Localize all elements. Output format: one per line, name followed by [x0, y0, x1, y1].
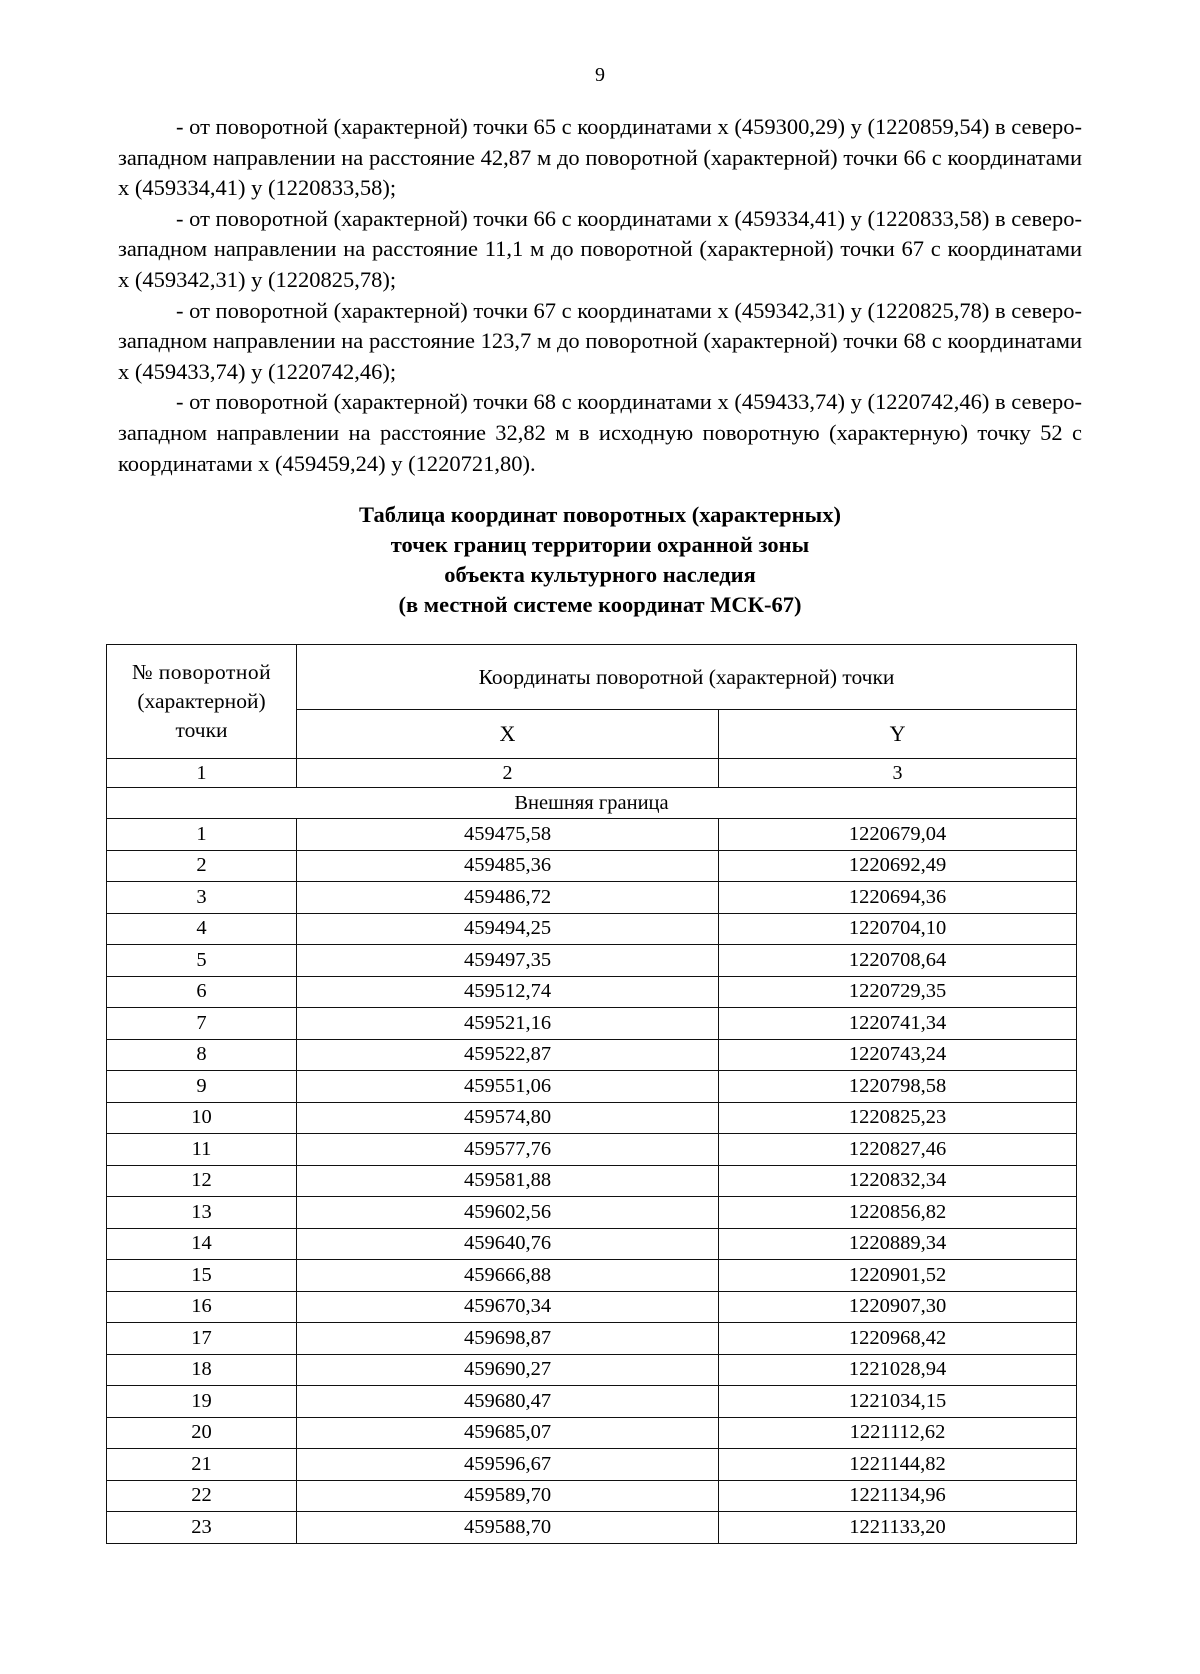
cell-x: 459551,06 [297, 1071, 719, 1103]
cell-point-number: 9 [107, 1071, 297, 1103]
cell-y: 1220692,49 [719, 850, 1077, 882]
cell-x: 459521,16 [297, 1008, 719, 1040]
column-number-2: 2 [297, 759, 719, 788]
cell-point-number: 1 [107, 819, 297, 851]
cell-point-number: 21 [107, 1449, 297, 1481]
cell-y: 1220741,34 [719, 1008, 1077, 1040]
cell-point-number: 8 [107, 1039, 297, 1071]
cell-x: 459497,35 [297, 945, 719, 977]
cell-y: 1221028,94 [719, 1354, 1077, 1386]
cell-point-number: 20 [107, 1417, 297, 1449]
paragraph: - от поворотной (характерной) точки 66 с координатами х (459334,41) у (1220833,58) в северо-западном направлении на расстояние 11,1 м до поворотной (характерной) точки 67 с координатами х (459342,31) у (1220825,78); [118, 205, 1082, 292]
table-head [107, 645, 1077, 788]
cell-point-number: 14 [107, 1228, 297, 1260]
table-row [107, 1039, 1077, 1071]
cell-y: 1221133,20 [719, 1512, 1077, 1544]
table-row [107, 976, 1077, 1008]
page-number: 9 [595, 64, 605, 86]
section-label: Внешняя граница [107, 788, 1077, 819]
cell-y: 1220704,10 [719, 913, 1077, 945]
cell-y: 1220825,23 [719, 1102, 1077, 1134]
cell-x: 459640,76 [297, 1228, 719, 1260]
table-row [107, 1228, 1077, 1260]
cell-y: 1220901,52 [719, 1260, 1077, 1292]
column-number-3: 3 [719, 759, 1077, 788]
cell-x: 459690,27 [297, 1354, 719, 1386]
cell-point-number: 23 [107, 1512, 297, 1544]
table-row [107, 913, 1077, 945]
table-row [107, 1417, 1077, 1449]
cell-x: 459670,34 [297, 1291, 719, 1323]
cell-x: 459512,74 [297, 976, 719, 1008]
cell-y: 1220856,82 [719, 1197, 1077, 1229]
cell-y: 1220889,34 [719, 1228, 1077, 1260]
table-header-row-main [107, 645, 1077, 710]
cell-y: 1220694,36 [719, 882, 1077, 914]
paragraph: - от поворотной (характерной) точки 67 с координатами х (459342,31) у (1220825,78) в северо-западном направлении на расстояние 123,7 м до поворотной (характерной) точки 68 с координатами х (459433,74) у (1220742,46); [118, 297, 1082, 384]
header-point-number [107, 645, 297, 759]
table-row [107, 1197, 1077, 1229]
cell-x: 459602,56 [297, 1197, 719, 1229]
cell-point-number: 19 [107, 1386, 297, 1418]
table-row [107, 1323, 1077, 1355]
cell-x: 459485,36 [297, 850, 719, 882]
table-row [107, 1102, 1077, 1134]
cell-x: 459574,80 [297, 1102, 719, 1134]
cell-y: 1220832,34 [719, 1165, 1077, 1197]
cell-point-number: 12 [107, 1165, 297, 1197]
cell-point-number: 16 [107, 1291, 297, 1323]
cell-x: 459588,70 [297, 1512, 719, 1544]
cell-x: 459698,87 [297, 1323, 719, 1355]
table-row [107, 1386, 1077, 1418]
coordinates-table [106, 644, 1077, 1544]
table-title-line-3: объекта культурного наследия [444, 562, 756, 587]
cell-point-number: 3 [107, 882, 297, 914]
header-coordinates: Координаты поворотной (характерной) точки [297, 645, 1077, 710]
cell-x: 459486,72 [297, 882, 719, 914]
table-row [107, 1165, 1077, 1197]
paragraph: - от поворотной (характерной) точки 65 с координатами х (459300,29) у (1220859,54) в северо-западном направлении на расстояние 42,87 м до поворотной (характерной) точки 66 с координатами х (459334,41) у (1220833,58); [118, 114, 1082, 201]
cell-point-number: 18 [107, 1354, 297, 1386]
cell-x: 459494,25 [297, 913, 719, 945]
cell-point-number: 11 [107, 1134, 297, 1166]
cell-point-number: 7 [107, 1008, 297, 1040]
table-row [107, 1008, 1077, 1040]
header-point-number-line-2: (характерной) [137, 689, 266, 713]
cell-x: 459685,07 [297, 1417, 719, 1449]
header-y: Y [719, 710, 1077, 759]
cell-y: 1221134,96 [719, 1480, 1077, 1512]
table-row [107, 882, 1077, 914]
table-row [107, 1134, 1077, 1166]
table-title [0, 500, 1200, 620]
cell-y: 1220798,58 [719, 1071, 1077, 1103]
table-title-line-2: точек границ территории охранной зоны [390, 532, 810, 557]
column-number-1: 1 [107, 759, 297, 788]
header-point-number-line-1: № поворотной [131, 660, 272, 684]
header-x: X [297, 710, 719, 759]
cell-x: 459577,76 [297, 1134, 719, 1166]
cell-x: 459666,88 [297, 1260, 719, 1292]
cell-y: 1220827,46 [719, 1134, 1077, 1166]
table-row [107, 850, 1077, 882]
cell-y: 1221034,15 [719, 1386, 1077, 1418]
cell-x: 459581,88 [297, 1165, 719, 1197]
table-row [107, 1071, 1077, 1103]
cell-point-number: 6 [107, 976, 297, 1008]
paragraph: - от поворотной (характерной) точки 68 с координатами х (459433,74) у (1220742,46) в северо-западном направлении на расстояние 32,82 м в исходную поворотную (характерную) точку 52 с координатами х (459459,24) у (1220721,80). [118, 389, 1082, 476]
cell-x: 459589,70 [297, 1480, 719, 1512]
table-row [107, 1260, 1077, 1292]
body-text-block [118, 112, 1082, 479]
table-row [107, 1449, 1077, 1481]
cell-y: 1221144,82 [719, 1449, 1077, 1481]
cell-point-number: 5 [107, 945, 297, 977]
table-row [107, 819, 1077, 851]
table-title-line-1: Таблица координат поворотных (характерных) [359, 502, 841, 527]
cell-point-number: 4 [107, 913, 297, 945]
cell-y: 1220679,04 [719, 819, 1077, 851]
cell-point-number: 2 [107, 850, 297, 882]
cell-y: 1220708,64 [719, 945, 1077, 977]
table-row [107, 1291, 1077, 1323]
cell-x: 459522,87 [297, 1039, 719, 1071]
table-column-number-row [107, 759, 1077, 788]
cell-point-number: 22 [107, 1480, 297, 1512]
cell-y: 1220907,30 [719, 1291, 1077, 1323]
table-row [107, 1512, 1077, 1544]
cell-point-number: 17 [107, 1323, 297, 1355]
cell-x: 459596,67 [297, 1449, 719, 1481]
table-section-row [107, 788, 1077, 819]
table-row [107, 945, 1077, 977]
cell-y: 1220729,35 [719, 976, 1077, 1008]
cell-x: 459475,58 [297, 819, 719, 851]
table-body [107, 788, 1077, 1544]
cell-x: 459680,47 [297, 1386, 719, 1418]
cell-point-number: 13 [107, 1197, 297, 1229]
table-title-line-4: (в местной системе координат МСК-67) [398, 592, 802, 617]
table-row [107, 1354, 1077, 1386]
cell-y: 1221112,62 [719, 1417, 1077, 1449]
cell-y: 1220968,42 [719, 1323, 1077, 1355]
cell-y: 1220743,24 [719, 1039, 1077, 1071]
header-point-number-line-3: точки [175, 718, 228, 742]
cell-point-number: 15 [107, 1260, 297, 1292]
cell-point-number: 10 [107, 1102, 297, 1134]
table-row [107, 1480, 1077, 1512]
